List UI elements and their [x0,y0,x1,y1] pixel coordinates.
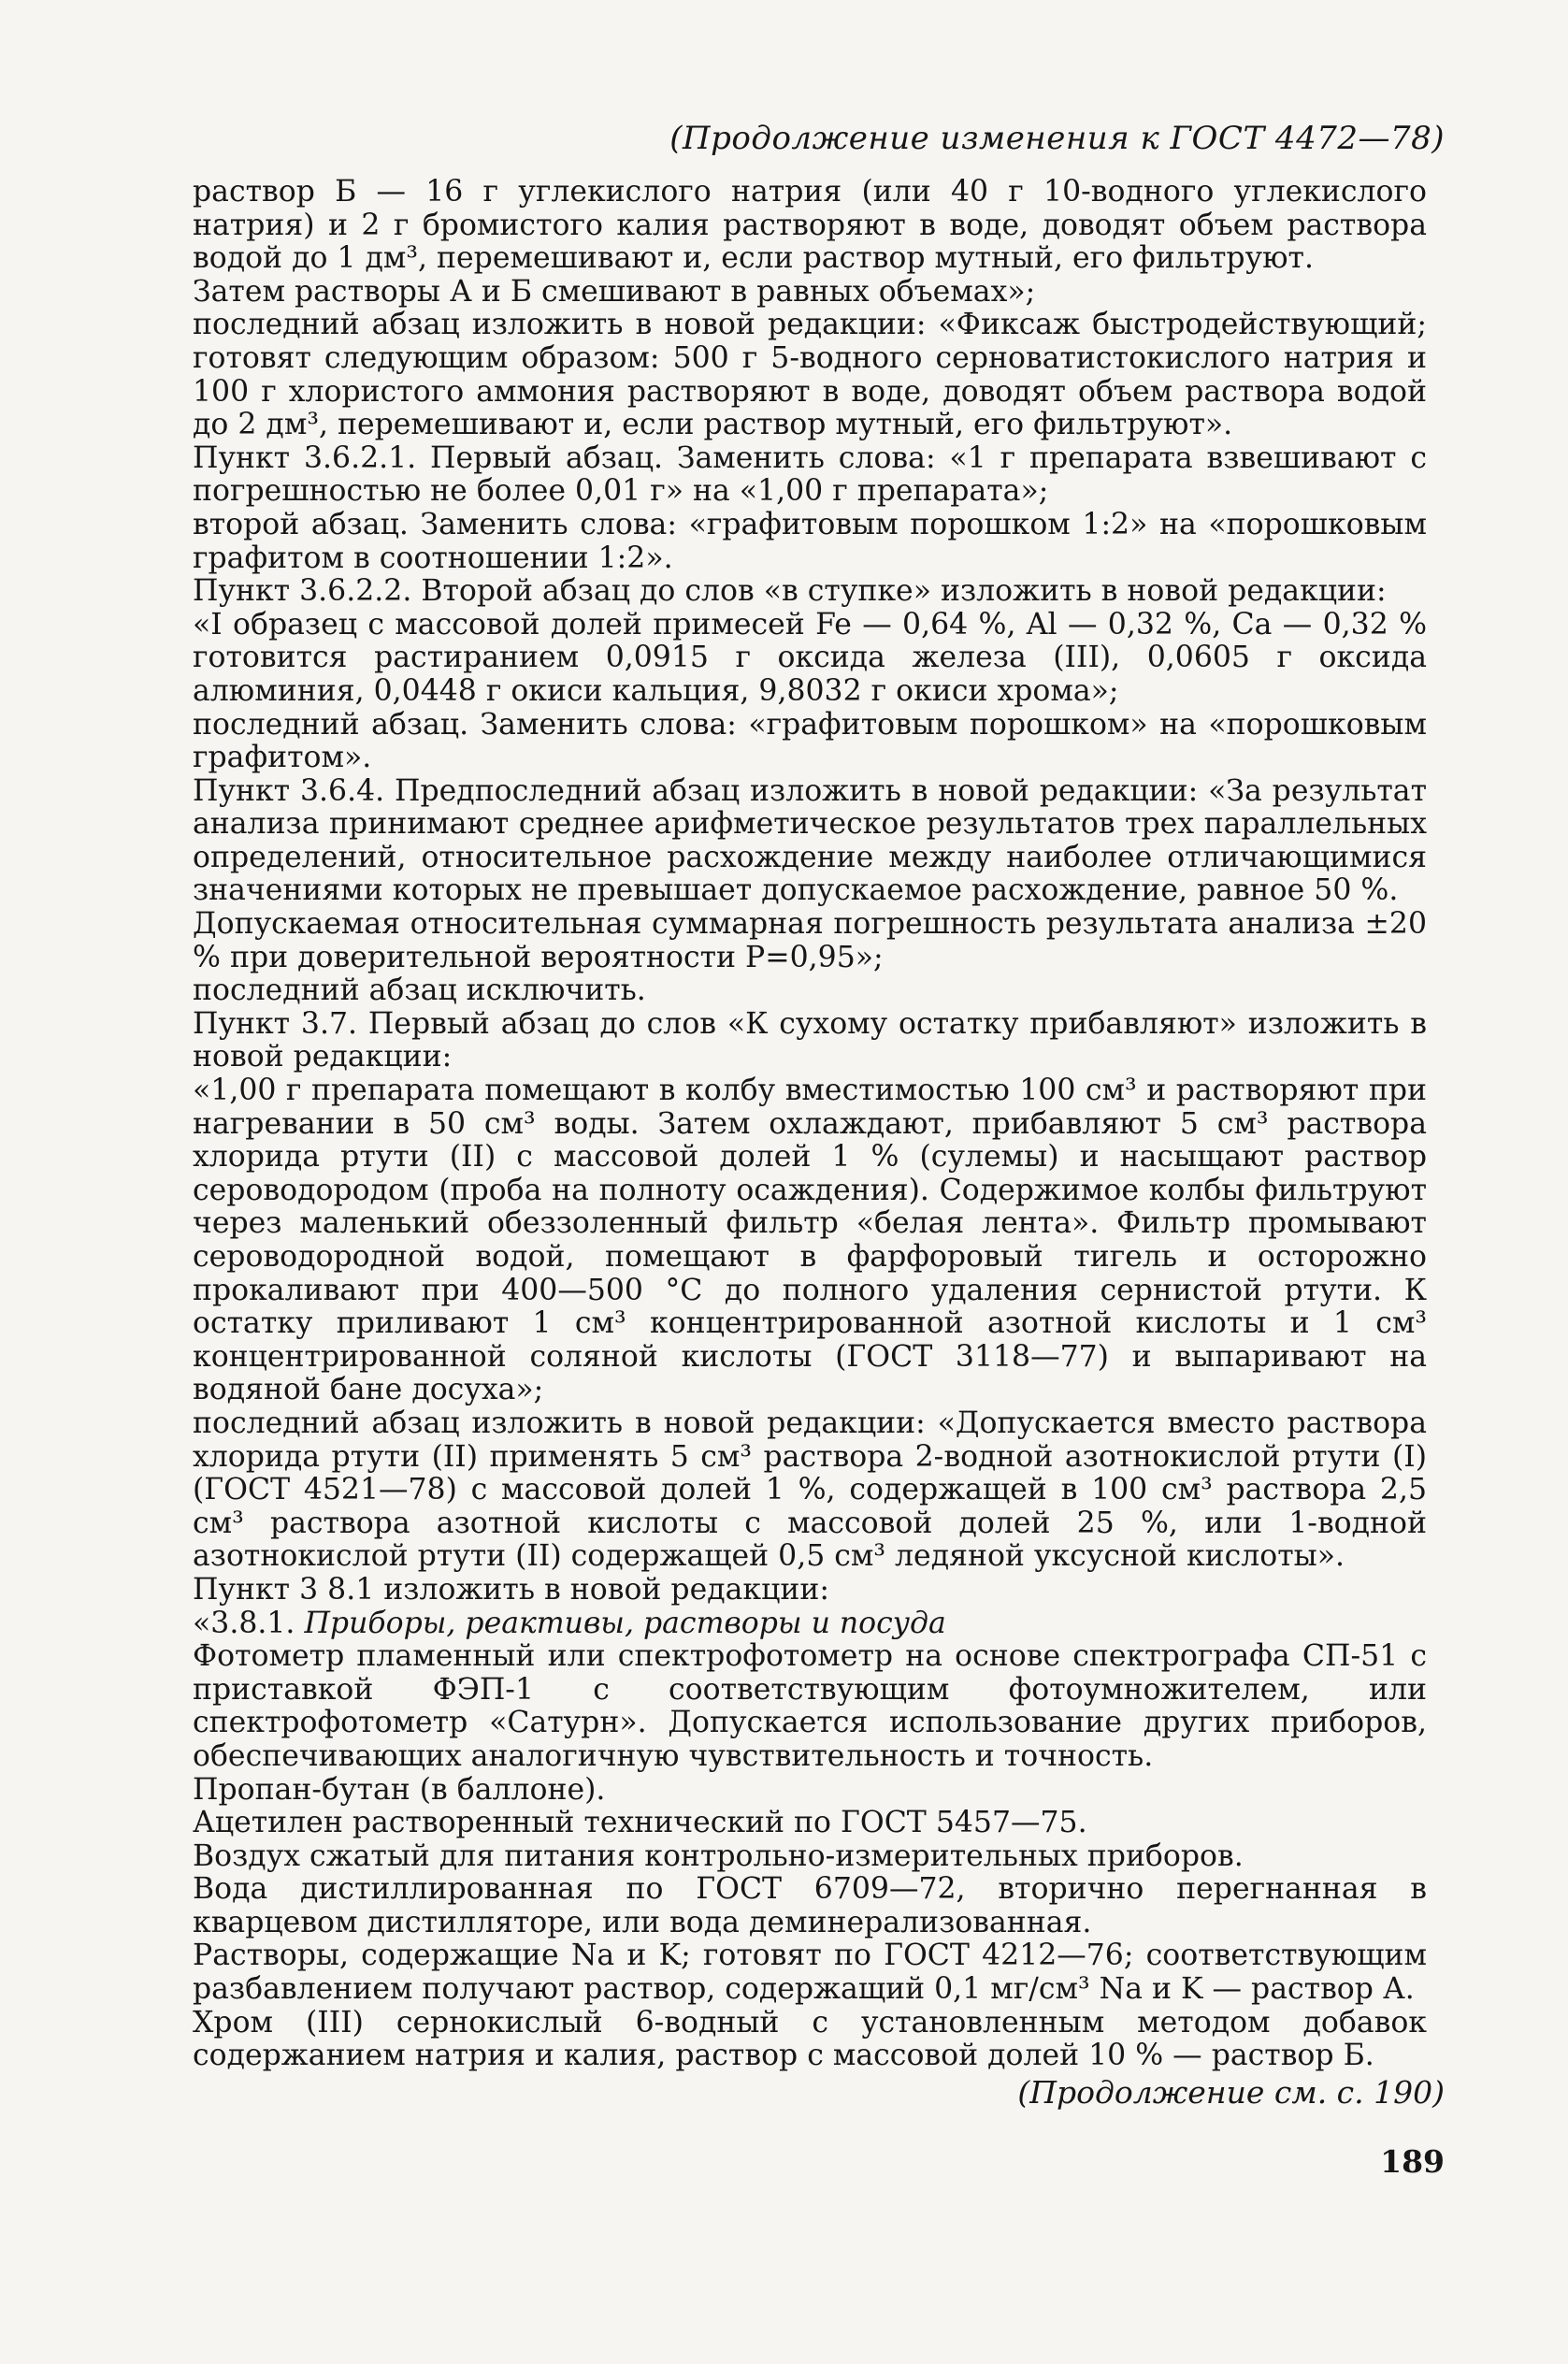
paragraph-4: Пункт 3.6.2.1. Первый абзац. Заменить слова: «1 г препарата взвешивают с погрешностью не более 0,01 г» на «1,00 г препарата»; [193,440,1427,509]
body-text [193,176,1427,2073]
paragraph-18: Ацетилен растворенный технический по ГОСТ 5457—75. [193,1806,1087,1840]
section-heading [193,1607,1427,1641]
paragraph-13: «1,00 г препарата помещают в колбу вместимостью 100 см³ и растворяют при нагревании в 50 см³ воды. Затем охлаждают, прибавляют 5 см³ раствора хлорида ртути (II) с массовой долей 1 % (сулемы) и насыщают раствор сероводородом (проба на полноту осаждения). Содержимое колбы фильтруют через маленький обеззоленный фильтр «белая лента». Фильтр промывают сероводородной водой, помещают в фарфоровый тигель и осторожно прокаливают при 400—500 °С до полного удаления сернистой ртути. К остатку приливают 1 см³ концентрированной азотной кислоты и 1 см³ концентрированной соляной кислоты (ГОСТ 3118—77) и выпаривают на водяной бане досуха»; [193,1074,1427,1407]
page-number: 189 [1380,2143,1445,2180]
section-heading-prefix: «3.8.1. [193,1606,305,1640]
paragraph-2: Затем растворы А и Б смешивают в равных объемах»; [193,274,1036,309]
paragraph-14: последний абзац изложить в новой редакции: «Допускается вместо раствора хлорида ртути (II) применять 5 см³ раствора 2-водной азотнокислой ртути (I) (ГОСТ 4521—78) с массовой долей 1 %, содержащей в 100 см³ раствора 2,5 см³ раствора азотной кислоты с массовой долей 25 %, или 1-водной азотнокислой ртути (II) содержащей 0,5 см³ ледяной уксусной кислоты». [193,1405,1427,1574]
paragraph-19: Воздух сжатый для питания контрольно-измерительных приборов. [193,1838,1244,1873]
paragraph-3: последний абзац изложить в новой редакции: «Фиксаж быстродействующий; готовят следующим образом: 500 г 5-водного серноватистокислого натрия и 100 г хлористого аммония растворяют в воде, доводят объем раствора водой до 2 дм³, перемешивают и, если раствор мутный, его фильтруют». [193,308,1427,442]
paragraph-6: Пункт 3.6.2.2. Второй абзац до слов «в ступке» изложить в новой редакции: [193,574,1387,609]
paragraph-11: последний абзац исключить. [193,973,646,1008]
paragraph-22: Хром (III) сернокислый 6-водный с установленным методом добавок содержанием натрия и калия, раствор с массовой долей 10 % — раствор Б. [193,2005,1427,2073]
paragraph-1: раствор Б — 16 г углекислого натрия (или 40 г 10-водного углекислого натрия) и 2 г бромистого калия растворяют в воде, доводят объем раствора водой до 1 дм³, перемешивают и, если раствор мутный, его фильтруют. [193,175,1427,276]
paragraph-7: «I образец с массовой долей примесей Fe — 0,64 %, Al — 0,32 %, Ca — 0,32 % готовится растиранием 0,0915 г оксида железа (III), 0,0605 г оксида алюминия, 0,0448 г окиси кальция, 9,8032 г окиси хрома»; [193,607,1427,708]
paragraph-15: Пункт 3 8.1 изложить в новой редакции: [193,1572,829,1607]
section-heading-title: Приборы, реактивы, растворы и посуда [304,1606,946,1640]
paragraph-17: Пропан-бутан (в баллоне). [193,1772,606,1807]
continuation-note: (Продолжение см. с. 190) [1017,2074,1445,2111]
paragraph-12: Пункт 3.7. Первый абзац до слов «К сухому остатку прибавляют» изложить в новой редакции: [193,1006,1427,1074]
running-header: (Продолжение изменения к ГОСТ 4472—78) [669,120,1445,157]
paragraph-20: Вода дистиллированная по ГОСТ 6709—72, вторично перегнанная в кварцевом дистилляторе, или вода деминерализованная. [193,1872,1427,1939]
paragraph-5: второй абзац. Заменить слова: «графитовым порошком 1:2» на «порошковым графитом в соотношении 1:2». [193,507,1427,575]
paragraph-21: Растворы, содержащие Na и K; готовят по ГОСТ 4212—76; соответствующим разбавлением получают раствор, содержащий 0,1 мг/см³ Na и K — раствор А. [193,1939,1427,2007]
paragraph-10: Допускаемая относительная суммарная погрешность результата анализа ±20 % при доверительной вероятности P=0,95»; [193,907,1427,974]
paragraph-8: последний абзац. Заменить слова: «графитовым порошком» на «порошковым графитом». [193,707,1427,775]
paragraph-16: Фотометр пламенный или спектрофотометр на основе спектрографа СП-51 с приставкой ФЭП-1 с соответствующим фотоумножителем, или спектрофотометр «Сатурн». Допускается использование других приборов, обеспечивающих аналогичную чувствительность и точность. [193,1639,1427,1773]
paragraph-9: Пункт 3.6.4. Предпоследний абзац изложить в новой редакции: «За результат анализа принимают среднее арифметическое результатов трех параллельных определений, относительное расхождение между наиболее отличающимися значениями которых не превышает допускаемое расхождение, равное 50 %. [193,773,1427,908]
